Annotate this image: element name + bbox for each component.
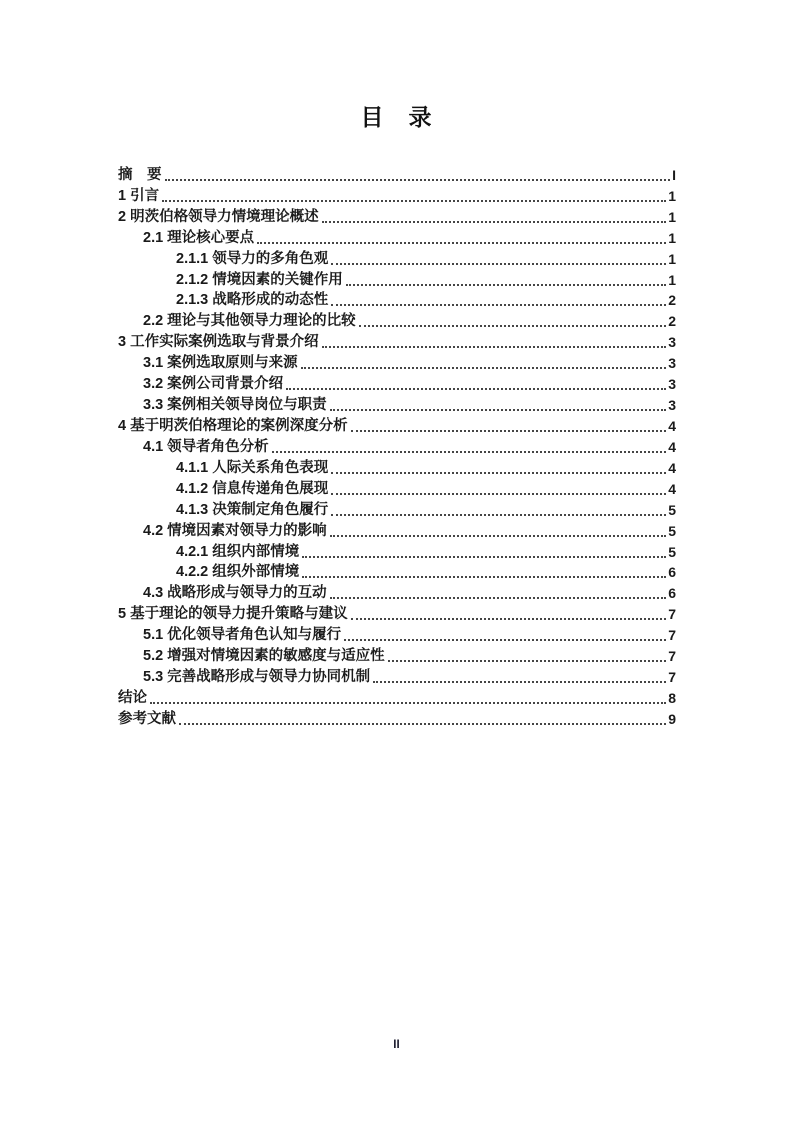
dot-leader bbox=[330, 535, 667, 537]
toc-entry-page: I bbox=[672, 166, 676, 183]
dot-leader bbox=[330, 409, 667, 411]
dot-leader bbox=[373, 681, 666, 683]
dot-leader bbox=[162, 200, 666, 202]
toc-list bbox=[118, 163, 676, 728]
toc-entry-page: 5 bbox=[668, 501, 676, 518]
toc-entry-page: 3 bbox=[668, 397, 676, 414]
toc-entry-label: 2 明茨伯格领导力情境理论概述 bbox=[118, 208, 319, 225]
toc-entry-label: 4.1 领导者角色分析 bbox=[143, 438, 269, 455]
toc-entry-label: 4.1.2 信息传递角色展现 bbox=[176, 480, 329, 497]
toc-entry[interactable] bbox=[118, 644, 676, 665]
dot-leader bbox=[351, 430, 667, 432]
toc-entry-page: 1 bbox=[668, 229, 676, 246]
toc-entry[interactable] bbox=[118, 435, 676, 456]
toc-entry-page: 1 bbox=[668, 271, 676, 288]
toc-entry[interactable] bbox=[118, 519, 676, 540]
toc-entry-label: 摘 要 bbox=[118, 166, 162, 183]
toc-entry[interactable] bbox=[118, 581, 676, 602]
toc-entry-page: 2 bbox=[668, 313, 676, 330]
toc-entry-label: 3 工作实际案例选取与背景介绍 bbox=[118, 334, 319, 351]
toc-entry-label: 参考文献 bbox=[118, 710, 176, 727]
toc-entry[interactable] bbox=[118, 226, 676, 247]
toc-entry[interactable] bbox=[118, 477, 676, 498]
dot-leader bbox=[150, 702, 666, 704]
dot-leader bbox=[257, 242, 666, 244]
toc-entry-label: 4.2.1 组织内部情境 bbox=[176, 543, 300, 560]
toc-entry-page: 4 bbox=[668, 459, 676, 476]
toc-entry-page: 3 bbox=[668, 376, 676, 393]
toc-entry[interactable] bbox=[118, 623, 676, 644]
toc-entry-page: 5 bbox=[668, 522, 676, 539]
dot-leader bbox=[165, 179, 671, 181]
dot-leader bbox=[359, 325, 667, 327]
toc-entry-page: 1 bbox=[668, 250, 676, 267]
dot-leader bbox=[331, 304, 666, 306]
toc-entry-label: 5.1 优化领导者角色认知与履行 bbox=[143, 627, 342, 644]
dot-leader bbox=[331, 514, 666, 516]
dot-leader bbox=[272, 451, 667, 453]
toc-entry-page: 1 bbox=[668, 208, 676, 225]
dot-leader bbox=[302, 556, 666, 558]
dot-leader bbox=[331, 263, 666, 265]
toc-entry[interactable] bbox=[118, 665, 676, 686]
toc-entry[interactable] bbox=[118, 330, 676, 351]
toc-entry[interactable] bbox=[118, 686, 676, 707]
dot-leader bbox=[331, 472, 666, 474]
toc-entry-label: 2.1 理论核心要点 bbox=[143, 229, 255, 246]
toc-entry-label: 1 引言 bbox=[118, 187, 160, 204]
toc-entry[interactable] bbox=[118, 184, 676, 205]
dot-leader bbox=[331, 493, 666, 495]
toc-entry-label: 2.1.2 情境因素的关键作用 bbox=[176, 271, 343, 288]
toc-entry-page: 7 bbox=[668, 669, 676, 686]
toc-entry-label: 5.3 完善战略形成与领导力协同机制 bbox=[143, 669, 371, 686]
footer-page-number: II bbox=[393, 1039, 400, 1051]
toc-entry[interactable] bbox=[118, 351, 676, 372]
dot-leader bbox=[346, 284, 666, 286]
toc-entry-label: 4.2.2 组织外部情境 bbox=[176, 564, 300, 581]
toc-entry-label: 3.3 案例相关领导岗位与职责 bbox=[143, 397, 327, 414]
toc-entry[interactable] bbox=[118, 309, 676, 330]
toc-entry[interactable] bbox=[118, 289, 676, 310]
toc-entry[interactable] bbox=[118, 205, 676, 226]
toc-entry-label: 3.2 案例公司背景介绍 bbox=[143, 376, 284, 393]
toc-entry-label: 4 基于明茨伯格理论的案例深度分析 bbox=[118, 417, 348, 434]
page-title: 目 录 bbox=[360, 104, 433, 130]
toc-entry-page: 5 bbox=[668, 543, 676, 560]
dot-leader bbox=[301, 367, 667, 369]
toc-entry[interactable] bbox=[118, 247, 676, 268]
toc-entry-page: 1 bbox=[668, 187, 676, 204]
dot-leader bbox=[179, 723, 666, 725]
toc-entry[interactable] bbox=[118, 561, 676, 582]
toc-entry-label: 3.1 案例选取原则与来源 bbox=[143, 355, 298, 372]
toc-entry-page: 4 bbox=[668, 417, 676, 434]
toc-entry-label: 2.1.3 战略形成的动态性 bbox=[176, 292, 329, 309]
toc-entry[interactable] bbox=[118, 163, 676, 184]
toc-entry[interactable] bbox=[118, 602, 676, 623]
toc-entry-page: 4 bbox=[668, 438, 676, 455]
dot-leader bbox=[286, 388, 666, 390]
dot-leader bbox=[351, 618, 667, 620]
toc-entry-label: 5.2 增强对情境因素的敏感度与适应性 bbox=[143, 648, 385, 665]
toc-entry-label: 2.2 理论与其他领导力理论的比较 bbox=[143, 313, 356, 330]
toc-entry-page: 7 bbox=[668, 606, 676, 623]
toc-entry[interactable] bbox=[118, 707, 676, 728]
toc-entry-page: 4 bbox=[668, 480, 676, 497]
toc-entry-page: 9 bbox=[668, 710, 676, 727]
toc-entry-page: 8 bbox=[668, 689, 676, 706]
dot-leader bbox=[322, 346, 667, 348]
dot-leader bbox=[388, 660, 667, 662]
toc-entry-page: 6 bbox=[668, 564, 676, 581]
toc-entry-label: 4.2 情境因素对领导力的影响 bbox=[143, 522, 327, 539]
toc-entry[interactable] bbox=[118, 372, 676, 393]
toc-entry-label: 结论 bbox=[118, 689, 147, 706]
toc-entry-page: 7 bbox=[668, 627, 676, 644]
toc-entry-label: 4.1.3 决策制定角色履行 bbox=[176, 501, 329, 518]
toc-entry[interactable] bbox=[118, 268, 676, 289]
dot-leader bbox=[344, 639, 666, 641]
dot-leader bbox=[330, 597, 667, 599]
toc-entry[interactable] bbox=[118, 393, 676, 414]
toc-entry-page: 3 bbox=[668, 334, 676, 351]
toc-entry-label: 4.3 战略形成与领导力的互动 bbox=[143, 585, 327, 602]
toc-entry-page: 7 bbox=[668, 648, 676, 665]
dot-leader bbox=[322, 221, 667, 223]
toc-entry[interactable] bbox=[118, 498, 676, 519]
toc-entry-label: 5 基于理论的领导力提升策略与建议 bbox=[118, 606, 348, 623]
dot-leader bbox=[302, 576, 666, 578]
toc-entry-label: 2.1.1 领导力的多角色观 bbox=[176, 250, 329, 267]
toc-entry-page: 3 bbox=[668, 355, 676, 372]
toc-entry-label: 4.1.1 人际关系角色表现 bbox=[176, 459, 329, 476]
toc-entry-page: 2 bbox=[668, 292, 676, 309]
toc-entry[interactable] bbox=[118, 414, 676, 435]
toc-entry[interactable] bbox=[118, 540, 676, 561]
toc-entry-page: 6 bbox=[668, 585, 676, 602]
toc-entry[interactable] bbox=[118, 456, 676, 477]
